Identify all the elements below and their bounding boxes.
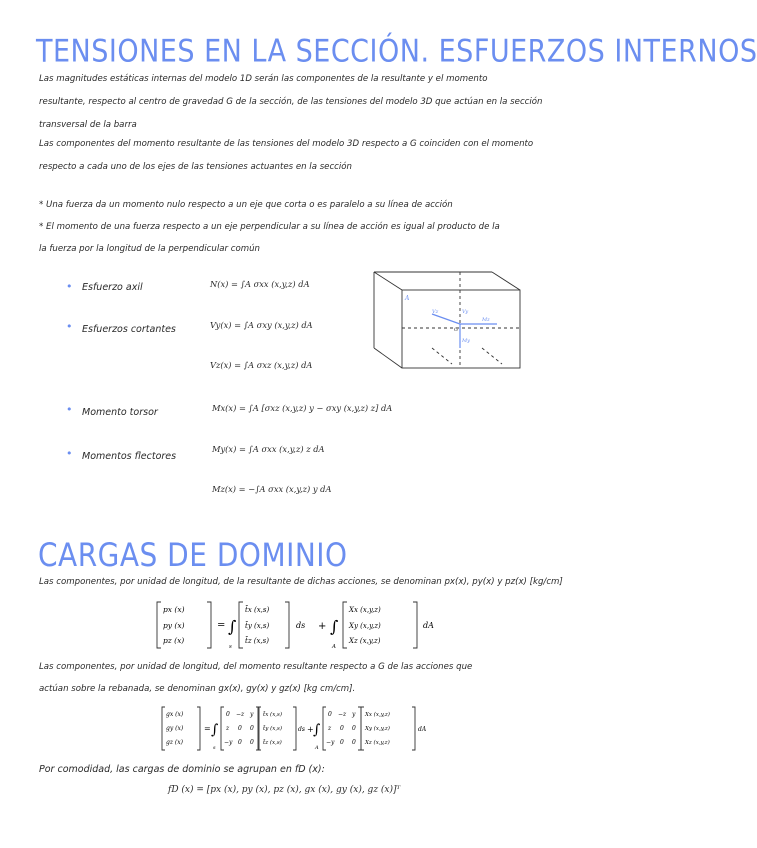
eq2-m1-0-0: 0 <box>226 711 230 718</box>
eq1-left-0: px (x) <box>163 605 185 614</box>
equation-moments-vector <box>160 704 460 754</box>
eq2-m1-2-0: −y <box>224 739 233 746</box>
bullet-icon: • <box>66 447 73 460</box>
eq2-integral-a: ∫ <box>313 722 321 738</box>
equation-mx: Mx(x) = ∫A [σxz (x,y,z) y − σxy (x,y,z) z] dA <box>212 403 393 413</box>
section-title-tensiones: TENSIONES EN LA SECCIÓN. ESFUERZOS INTERNOS <box>36 34 757 70</box>
bullet-icon: • <box>66 403 73 416</box>
intro-line-2: resultante, respecto al centro de gravedad G de la sección, de las tensiones del modelo 3D que actúan en la sección <box>39 97 543 107</box>
eq2-m2-0-1: −z <box>338 711 347 718</box>
eq1-ds: ds <box>296 621 306 630</box>
equation-loads-vector <box>155 598 455 654</box>
eq1-left-1: py (x) <box>163 621 185 630</box>
eq1-integral-a-sub: A <box>332 644 336 650</box>
eq1-integral-s-sub: s <box>229 644 232 650</box>
eq2-m2-2-0: −y <box>326 739 335 746</box>
eq1-left-2: pz (x) <box>163 636 185 645</box>
eq2-m2-1-2: 0 <box>352 725 356 732</box>
section-diagram <box>372 268 532 380</box>
eq2-integral-s-sub: s <box>213 745 216 751</box>
eq2-m1-0-2: y <box>250 711 254 718</box>
eq1-integral-s: ∫ <box>228 617 237 636</box>
eq2-left-2: gz (x) <box>166 739 183 746</box>
eq2-integral-s: ∫ <box>211 722 219 738</box>
eq2-mid-2: t̄z (x,s) <box>263 740 282 746</box>
eq2-mid-1: t̄y (x,s) <box>263 726 283 732</box>
bullet-icon: • <box>66 320 73 333</box>
effort-label-torsor: Momento torsor <box>82 407 158 418</box>
diagram-label-vy: Vy <box>462 309 469 315</box>
eq1-right-1: Xy (x,y,z) <box>349 622 381 630</box>
eq1-da: dA <box>423 621 434 630</box>
eq1-integral-a: ∫ <box>330 617 339 636</box>
eq2-m1-2-2: 0 <box>250 739 254 746</box>
effort-label-axil: Esfuerzo axil <box>82 282 143 293</box>
cargas-paragraph: Las componentes, por unidad de longitud, de la resultante de dichas acciones, se denominan px(x), py(x) y pz(x) [kg/cm] <box>39 577 563 587</box>
eq2-m1-1-1: 0 <box>238 725 242 732</box>
intro-line-1: Las magnitudes estáticas internas del modelo 1D serán las componentes de la resultante y el momento <box>39 74 488 84</box>
equation-fd: fD (x) = [px (x), py (x), pz (x), gx (x), gy (x), gz (x)]ᵀ <box>168 785 401 795</box>
box-front-face <box>402 290 520 368</box>
eq2-m1-1-0: z <box>226 725 230 732</box>
diagram-label-vz: Vz <box>432 309 439 315</box>
equation-my: My(x) = ∫A σxx (x,y,z) z dA <box>212 444 325 454</box>
diagram-label-my: My <box>462 338 470 344</box>
diagram-label-a: A <box>405 295 410 302</box>
eq2-mid-0: t̄x (x,s) <box>263 712 283 718</box>
eq2-right-2: Xz (x,y,z) <box>365 740 390 746</box>
eq2-m2-2-1: 0 <box>340 739 344 746</box>
equation-n: N(x) = ∫A σxx (x,y,z) dA <box>210 279 310 289</box>
eq2-m2-0-0: 0 <box>328 711 332 718</box>
diagram-label-g: G <box>454 327 458 333</box>
section-title-cargas: CARGAS DE DOMINIO <box>38 536 348 574</box>
eq2-m1-2-1: 0 <box>238 739 242 746</box>
eq2-left-1: gy (x) <box>166 725 184 732</box>
eq1-right-0: Xx (x,y,z) <box>349 606 381 614</box>
eq1-equals: = <box>217 620 226 631</box>
note-line-1: * Una fuerza da un momento nulo respecto a un eje que corta o es paralelo a su línea de acción <box>39 200 453 210</box>
note-line-2: * El momento de una fuerza respecto a un eje perpendicular a su línea de acción es igual al producto de la <box>39 222 500 232</box>
eq2-m1-0-1: −z <box>236 711 245 718</box>
eq2-m2-1-0: z <box>328 725 332 732</box>
effort-label-cortantes: Esfuerzos cortantes <box>82 324 176 335</box>
eq2-m1-1-2: 0 <box>250 725 254 732</box>
eq2-ds: ds <box>298 726 305 733</box>
momentos-paragraph-2: actúan sobre la rebanada, se denominan gx(x), gy(x) y gz(x) [kg cm/cm]. <box>39 684 356 694</box>
eq1-mid-2: t̄z (x,s) <box>245 637 269 645</box>
note-line-3: la fuerza por la longitud de la perpendicular común <box>39 244 260 254</box>
eq1-right-2: Xz (x,y,z) <box>349 637 381 645</box>
eq2-integral-a-sub: A <box>315 745 319 751</box>
intro-line-5: respecto a cada uno de los ejes de las tensiones actuantes en la sección <box>39 162 352 172</box>
eq1-mid-1: t̄y (x,s) <box>245 622 270 630</box>
eq2-m2-2-2: 0 <box>352 739 356 746</box>
eq2-m2-0-2: y <box>352 711 356 718</box>
equation-vz: Vz(x) = ∫A σxz (x,y,z) dA <box>210 360 313 370</box>
eq2-m2-1-1: 0 <box>340 725 344 732</box>
eq2-left-0: gx (x) <box>166 711 184 718</box>
eq2-plus: + <box>307 725 314 734</box>
equation-mz: Mz(x) = −∫A σxx (x,y,z) y dA <box>212 484 332 494</box>
momentos-paragraph-1: Las componentes, por unidad de longitud, del momento resultante respecto a G de las acciones que <box>39 662 473 672</box>
intro-line-4: Las componentes del momento resultante de las tensiones del modelo 3D respecto a G coinciden con el momento <box>39 139 534 149</box>
eq2-right-1: Xy (x,y,z) <box>365 726 390 732</box>
equation-vy: Vy(x) = ∫A σxy (x,y,z) dA <box>210 320 313 330</box>
eq1-mid-0: t̄x (x,s) <box>245 606 270 614</box>
bullet-icon: • <box>66 280 73 293</box>
eq2-right-0: Xx (x,y,z) <box>365 712 390 718</box>
effort-label-flectores: Momentos flectores <box>82 451 177 462</box>
z-axis-arrow <box>432 314 460 324</box>
eq1-plus: + <box>318 621 327 632</box>
comodidad-paragraph: Por comodidad, las cargas de dominio se agrupan en fD (x): <box>39 764 325 775</box>
eq2-equals: = <box>204 724 211 733</box>
diagram-label-mz: Mz <box>482 317 490 323</box>
intro-line-3: transversal de la barra <box>39 120 137 130</box>
eq2-da: dA <box>418 726 427 733</box>
